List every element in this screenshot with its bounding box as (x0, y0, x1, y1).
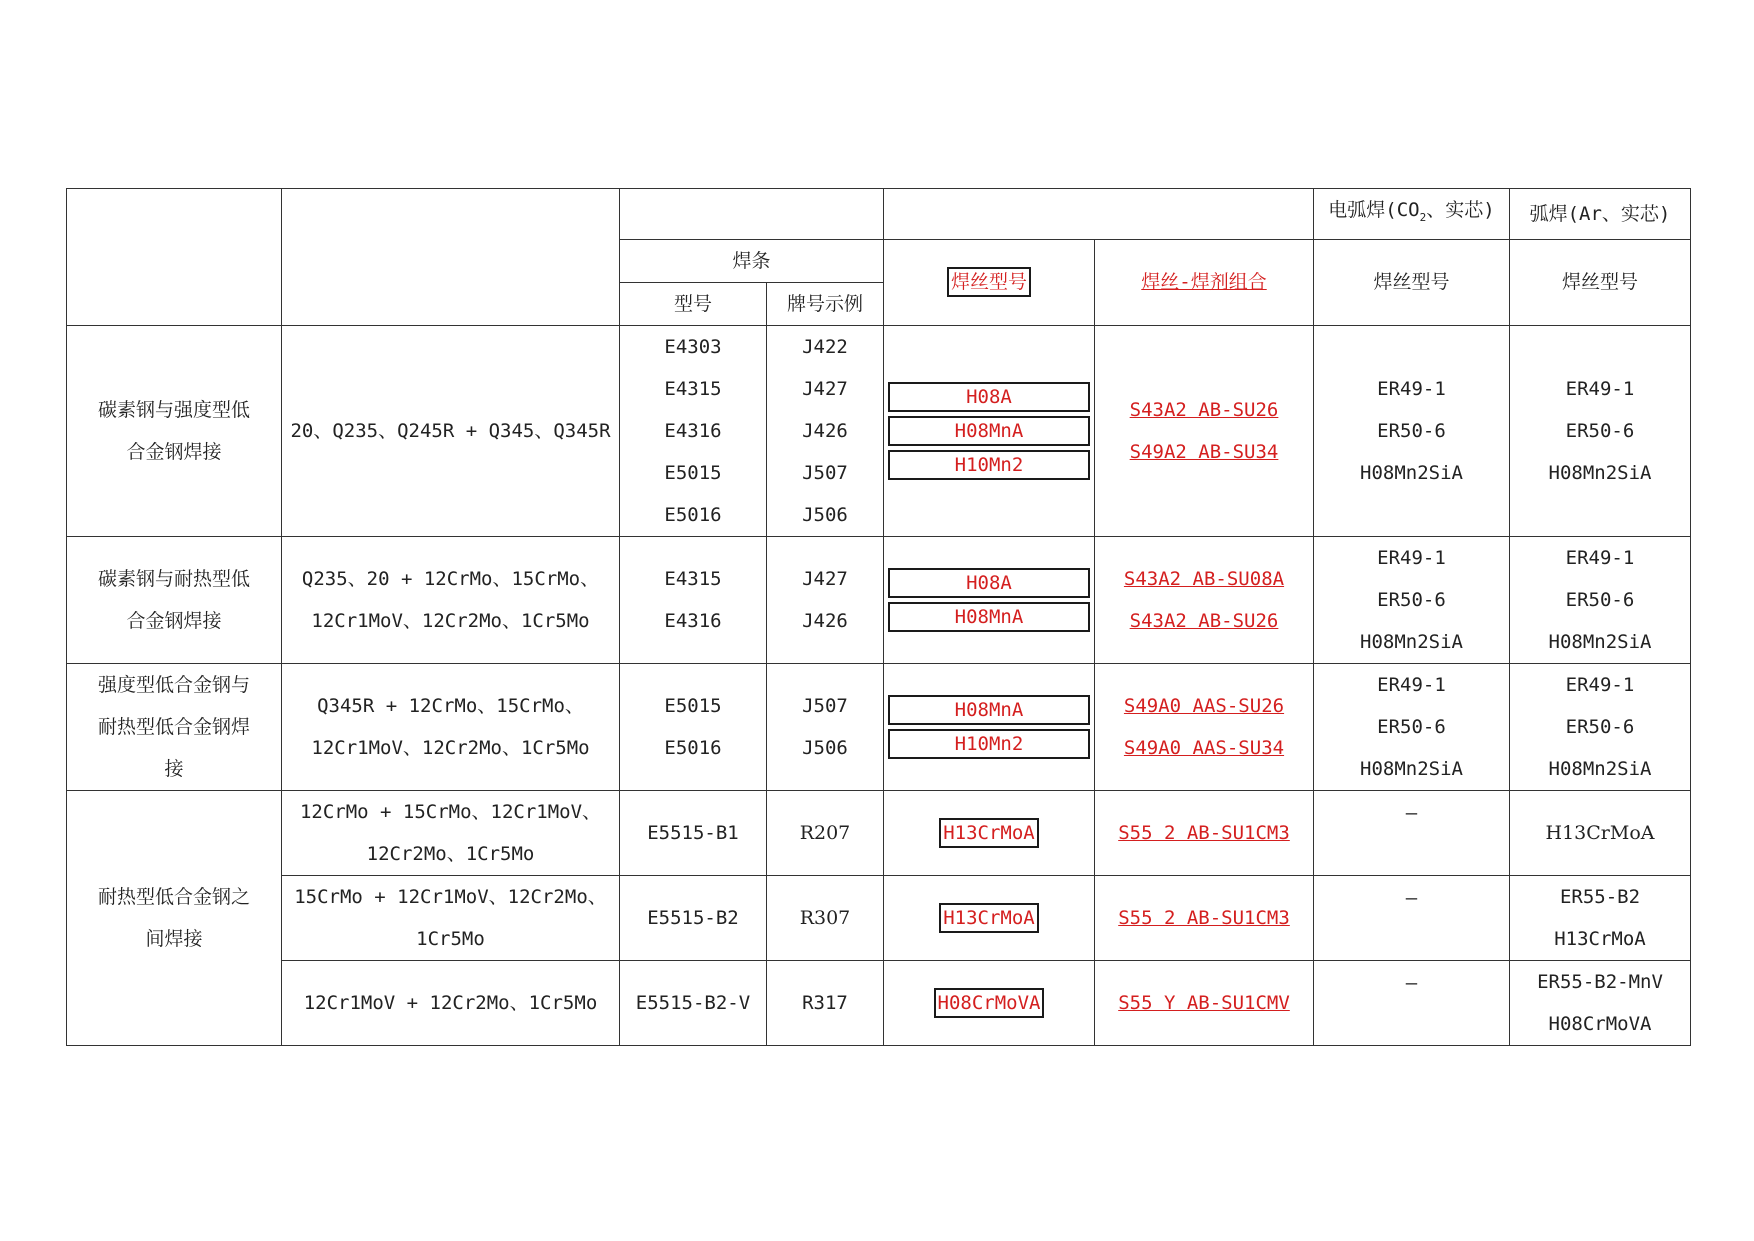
header-tig-wire-model: 焊丝型号 (1510, 239, 1691, 325)
electrode-brands-cell: J422 J427 J426 J507 J506 (767, 325, 884, 536)
materials-cell: Q235、20 + 12CrMo、15CrMo、 12Cr1MoV、12Cr2Mo、1Cr5Mo (282, 536, 620, 663)
electrode-brand-cell: R307 (767, 875, 884, 960)
category-cell: 碳素钢与耐热型低 合金钢焊接 (67, 536, 282, 663)
flux-combos-cell: S49A0 AAS-SU26 S49A0 AAS-SU34 (1095, 663, 1314, 790)
flux-combos-cell: S43A2 AB-SU26 S49A2 AB-SU34 (1095, 325, 1314, 536)
flux-combo-cell: S55 Y AB-SU1CMV (1095, 960, 1314, 1045)
materials-cell: 15CrMo + 12Cr1MoV、12Cr2Mo、 1Cr5Mo (282, 875, 620, 960)
electrode-model-cell: E5515-B2 (620, 875, 767, 960)
electrode-brand-cell: R207 (767, 790, 884, 875)
category-cell: 耐热型低合金钢之 间焊接 (67, 790, 282, 1045)
table-row (67, 325, 1691, 536)
gas-wires-cell: ER49-1 ER50-6 H08Mn2SiA (1314, 536, 1510, 663)
materials-cell: 20、Q235、Q245R + Q345、Q345R (282, 325, 620, 536)
electrode-brand-cell: R317 (767, 960, 884, 1045)
saw-wires-cell: H08MnA H10Mn2 (884, 663, 1095, 790)
gas-wire-cell: — (1314, 875, 1510, 960)
tig-wires-cell: ER55-B2 H13CrMoA (1510, 875, 1691, 960)
flux-combo-cell: S55 2 AB-SU1CM3 (1095, 790, 1314, 875)
table-row (67, 536, 1691, 663)
tig-wires-cell: H13CrMoA (1510, 790, 1691, 875)
tig-wires-cell: ER55-B2-MnV H08CrMoVA (1510, 960, 1691, 1045)
electrode-models-cell: E4303 E4315 E4316 E5015 E5016 (620, 325, 767, 536)
header-row-1 (67, 189, 1691, 240)
table-row (67, 875, 1691, 960)
saw-wire-cell: H13CrMoA (884, 790, 1095, 875)
header-tig-group: 弧焊(Ar、实芯) (1510, 189, 1691, 240)
welding-consumables-table (66, 188, 1691, 1046)
gas-wire-cell: — (1314, 960, 1510, 1045)
header-saw-flux-combo: 焊丝-焊剂组合 (1095, 239, 1314, 325)
table-row (67, 790, 1691, 875)
saw-wire-cell: H13CrMoA (884, 875, 1095, 960)
gas-wires-cell: ER49-1 ER50-6 H08Mn2SiA (1314, 325, 1510, 536)
header-saw-group-cell (884, 189, 1314, 240)
saw-wires-cell: H08A H08MnA (884, 536, 1095, 663)
gas-wires-cell: ER49-1 ER50-6 H08Mn2SiA (1314, 663, 1510, 790)
tig-wires-cell: ER49-1 ER50-6 H08Mn2SiA (1510, 325, 1691, 536)
electrode-brands-cell: J507 J506 (767, 663, 884, 790)
header-category-cell (67, 189, 282, 326)
saw-wires-cell: H08A H08MnA H10Mn2 (884, 325, 1095, 536)
electrode-models-cell: E5015 E5016 (620, 663, 767, 790)
tig-wires-cell: ER49-1 ER50-6 H08Mn2SiA (1510, 536, 1691, 663)
flux-combo-cell: S55 2 AB-SU1CM3 (1095, 875, 1314, 960)
header-electrode-group-cell (620, 189, 884, 240)
header-saw-wire-model: 焊丝型号 (884, 239, 1095, 325)
header-materials-cell (282, 189, 620, 326)
header-electrode-brand: 牌号示例 (767, 282, 884, 325)
gas-wire-cell: — (1314, 790, 1510, 875)
header-electrode-label: 焊条 (620, 239, 884, 282)
flux-combos-cell: S43A2 AB-SU08A S43A2 AB-SU26 (1095, 536, 1314, 663)
saw-wire-cell: H08CrMoVA (884, 960, 1095, 1045)
table-row (67, 663, 1691, 790)
electrode-model-cell: E5515-B2-V (620, 960, 767, 1045)
materials-cell: 12CrMo + 15CrMo、12Cr1MoV、 12Cr2Mo、1Cr5Mo (282, 790, 620, 875)
category-cell: 碳素钢与强度型低 合金钢焊接 (67, 325, 282, 536)
electrode-brands-cell: J427 J426 (767, 536, 884, 663)
electrode-model-cell: E5515-B1 (620, 790, 767, 875)
header-gas-wire-model: 焊丝型号 (1314, 239, 1510, 325)
header-gas-arc-group: 电弧焊($CO_2$、实芯) (1314, 189, 1510, 240)
materials-cell: Q345R + 12CrMo、15CrMo、 12Cr1MoV、12Cr2Mo、1Cr5Mo (282, 663, 620, 790)
header-electrode-model: 型号 (620, 282, 767, 325)
table-row (67, 960, 1691, 1045)
electrode-models-cell: E4315 E4316 (620, 536, 767, 663)
category-cell: 强度型低合金钢与 耐热型低合金钢焊 接 (67, 663, 282, 790)
materials-cell: 12Cr1MoV + 12Cr2Mo、1Cr5Mo (282, 960, 620, 1045)
tig-wires-cell: ER49-1 ER50-6 H08Mn2SiA (1510, 663, 1691, 790)
